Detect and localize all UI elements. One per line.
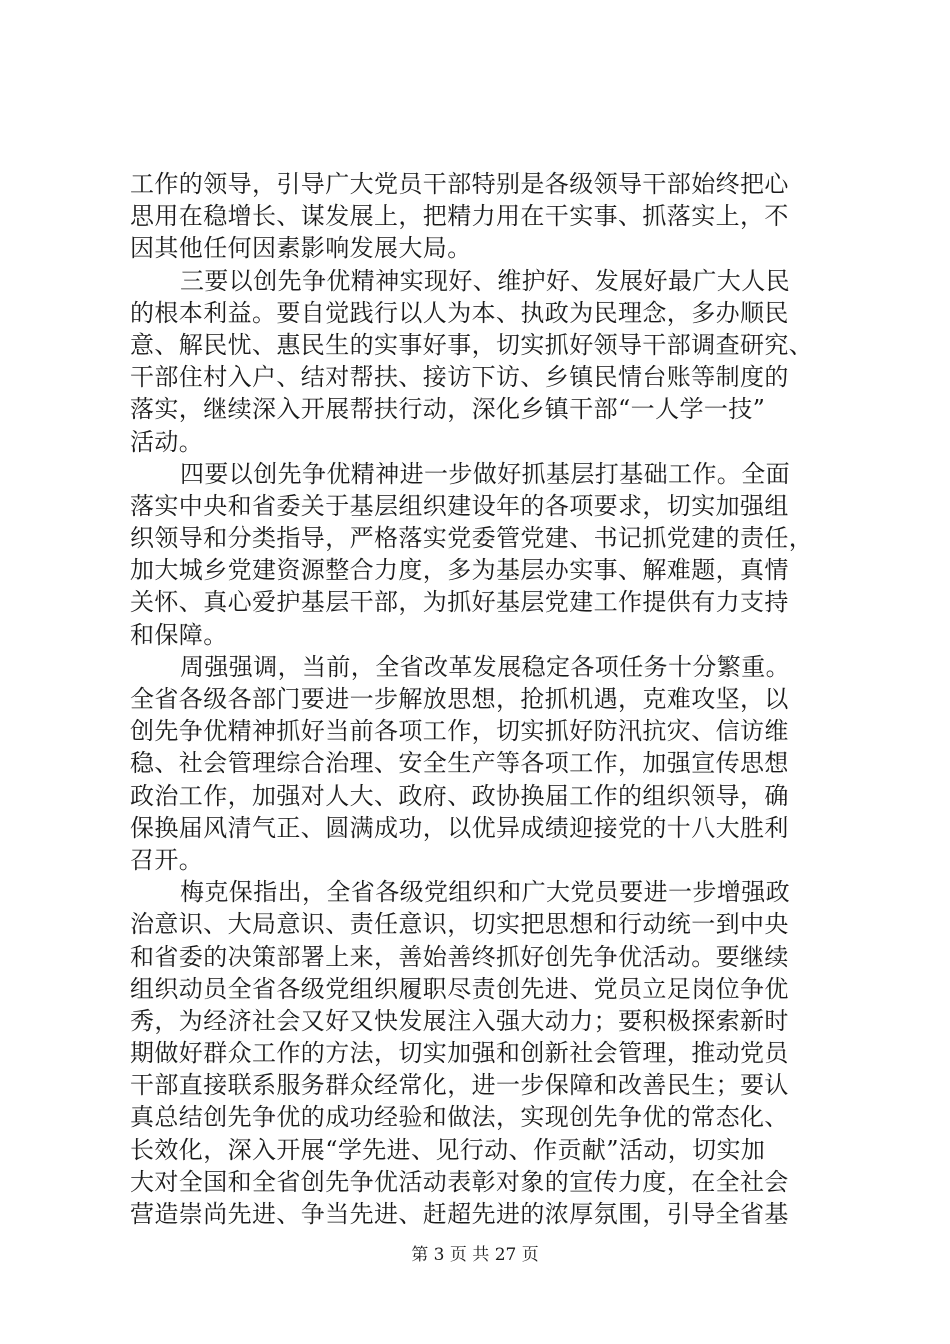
body-text (130, 168, 830, 1230)
text-line: 的根本利益。要自觉践行以人为本、执政为民理念，多办顺民 (130, 298, 789, 327)
text-line: 政治工作，加强对人大、政府、政协换届工作的组织领导，确 (130, 781, 789, 810)
text-line: 落实，继续深入开展帮扶行动，深化乡镇干部“一人学一技” (130, 395, 766, 424)
text-line: 工作的领导，引导广大党员干部特别是各级领导干部始终把心 (130, 170, 789, 198)
text-line: 落实中央和省委关于基层组织建设年的各项要求，切实加强组 (130, 491, 789, 520)
text-line: 保换届风清气正、圆满成功，以优异成绩迎接党的十八大胜利 (130, 813, 789, 842)
text-line: 长效化，深入开展“学先进、见行动、作贡献”活动，切实加 (130, 1135, 766, 1164)
text-line: 全省各级各部门要进一步解放思想，抢抓机遇，克难攻坚，以 (130, 685, 789, 713)
paragraph-first-line: 四要以创先争优精神进一步做好抓基层打基础工作。全面 (180, 459, 790, 488)
text-line: 加大城乡党建资源整合力度，多为基层办实事、解难题，真情 (130, 556, 789, 585)
paragraph-first-line: 梅克保指出，全省各级党组织和广大党员要进一步增强政 (180, 878, 790, 907)
text-line: 营造崇尚先进、争当先进、赶超先进的浓厚氛围，引导全省基 (130, 1200, 789, 1228)
text-line: 织领导和分类指导，严格落实党委管党建、书记抓党建的责任， (130, 524, 814, 553)
text-line: 组织动员全省各级党组织履职尽责创先进、党员立足岗位争优 (130, 974, 789, 1003)
text-line: 活动。 (130, 427, 204, 456)
text-line: 秀，为经济社会又好又快发展注入强大动力；要积极探索新时 (130, 1006, 789, 1035)
text-line: 真总结创先争优的成功经验和做法，实现创先争优的常态化、 (130, 1103, 789, 1132)
text-line: 思用在稳增长、谋发展上，把精力用在干实事、抓落实上，不 (130, 202, 789, 231)
text-line: 关怀、真心爱护基层干部，为抓好基层党建工作提供有力支持 (130, 588, 789, 617)
text-line: 和省委的决策部署上来，善始善终抓好创先争优活动。要继续 (130, 942, 789, 971)
text-line: 治意识、大局意识、责任意识，切实把思想和行动统一到中央 (130, 910, 789, 939)
paragraph-first-line: 周强强调，当前，全省改革发展稳定各项任务十分繁重。 (180, 652, 790, 681)
text-line: 大对全国和全省创先争优活动表彰对象的宣传力度，在全社会 (130, 1167, 789, 1196)
page-number-footer: 第 3 页 共 27 页 (411, 1245, 539, 1265)
text-line: 期做好群众工作的方法，切实加强和创新社会管理，推动党员 (130, 1039, 789, 1068)
text-line: 干部直接联系服务群众经常化，进一步保障和改善民生；要认 (130, 1071, 789, 1100)
paragraph-first-line: 三要以创先争优精神实现好、维护好、发展好最广大人民 (180, 266, 790, 295)
text-line: 和保障。 (130, 620, 228, 649)
text-line: 干部住村入户、结对帮扶、接访下访、乡镇民情台账等制度的 (130, 363, 789, 392)
text-line: 意、解民忧、惠民生的实事好事，切实抓好领导干部调查研究、 (130, 330, 814, 359)
text-line: 创先争优精神抓好当前各项工作，切实抓好防汛抗灾、信访维 (130, 717, 789, 746)
text-line: 召开。 (130, 845, 204, 874)
text-line: 稳、社会管理综合治理、安全生产等各项工作，加强宣传思想 (130, 749, 789, 778)
text-line: 因其他任何因素影响发展大局。 (130, 234, 472, 263)
